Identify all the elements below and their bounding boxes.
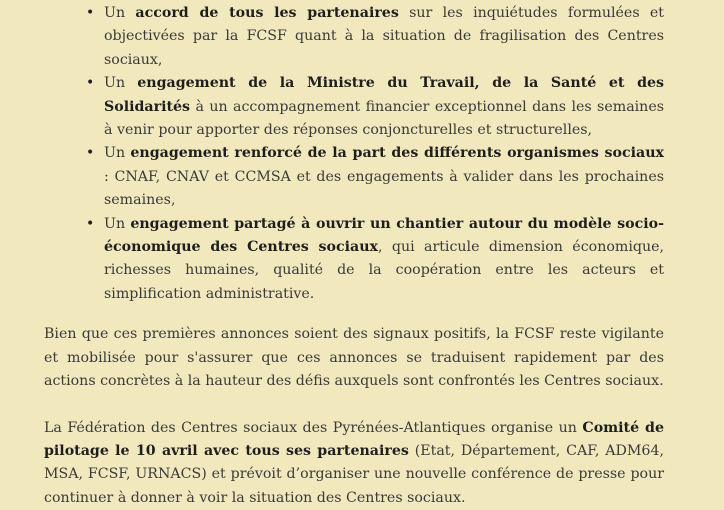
bullet-item — [104, 213, 664, 307]
bullet-text-bold: accord de tous les partenaires — [135, 5, 398, 21]
bullet-dot-icon: • — [86, 72, 94, 95]
bullet-dot-icon: • — [86, 2, 94, 25]
bullet-dot-icon: • — [86, 213, 94, 236]
bullet-text-post: : CNAF, CNAV et CCMSA et des engagements à valider dans les prochaines semaines, — [104, 169, 664, 208]
bullet-item — [104, 72, 664, 142]
paragraph-text-post: (Etat, Département, CAF, ADM64, MSA, FCSF, URNACS) et prévoit d’organiser une nouvelle conférence de presse pour continuer à donner à voir la situation des Centres sociaux. — [44, 443, 664, 506]
bullet-text-pre: Un — [104, 145, 130, 161]
paragraph-text-bold: Comité de pilotage le 10 avril avec tous ses partenaires — [44, 420, 664, 459]
bullet-text-post: , qui articule dimension économique, richesses humaines, qualité de la coopération entre les acteurs et simplification administrative. — [104, 239, 664, 302]
paragraph-text-pre: La Fédération des Centres sociaux des Pyrénées-Atlantiques organise un — [44, 420, 582, 436]
bullet-text-bold: engagement renforcé de la part des différents organismes sociaux — [130, 145, 664, 161]
bullet-text-pre: Un — [104, 75, 137, 91]
bullet-text-post: à un accompagnement financier exceptionnel dans les semaines à venir pour apporter des réponses conjoncturelles et structurelles, — [104, 99, 664, 138]
bullet-list — [44, 2, 664, 306]
article-body — [44, 2, 664, 510]
bullet-text-post: sur les inquiétudes formulées et objectivées par la FCSF quant à la situation de fragilisation des Centres sociaux, — [104, 5, 664, 68]
bullet-item — [104, 142, 664, 212]
bullet-dot-icon: • — [86, 142, 94, 165]
paragraph-vigilance: Bien que ces premières annonces soient des signaux positifs, la FCSF reste vigilante et mobilisée pour s'assurer que ces annonces se traduisent rapidement par des actions concrètes à la hauteur des défis auxquels sont confrontés les Centres sociaux. — [44, 323, 664, 393]
bullet-text-bold: engagement de la Ministre du Travail, de la Santé et des Solidarités — [104, 75, 664, 114]
bullet-text-pre: Un — [104, 5, 135, 21]
bullet-item — [104, 2, 664, 72]
bullet-text-bold: engagement partagé à ouvrir un chantier autour du modèle socio-économique des Centres sociaux — [104, 216, 664, 255]
bullet-text-pre: Un — [104, 216, 130, 232]
paragraph-comite — [44, 417, 664, 510]
